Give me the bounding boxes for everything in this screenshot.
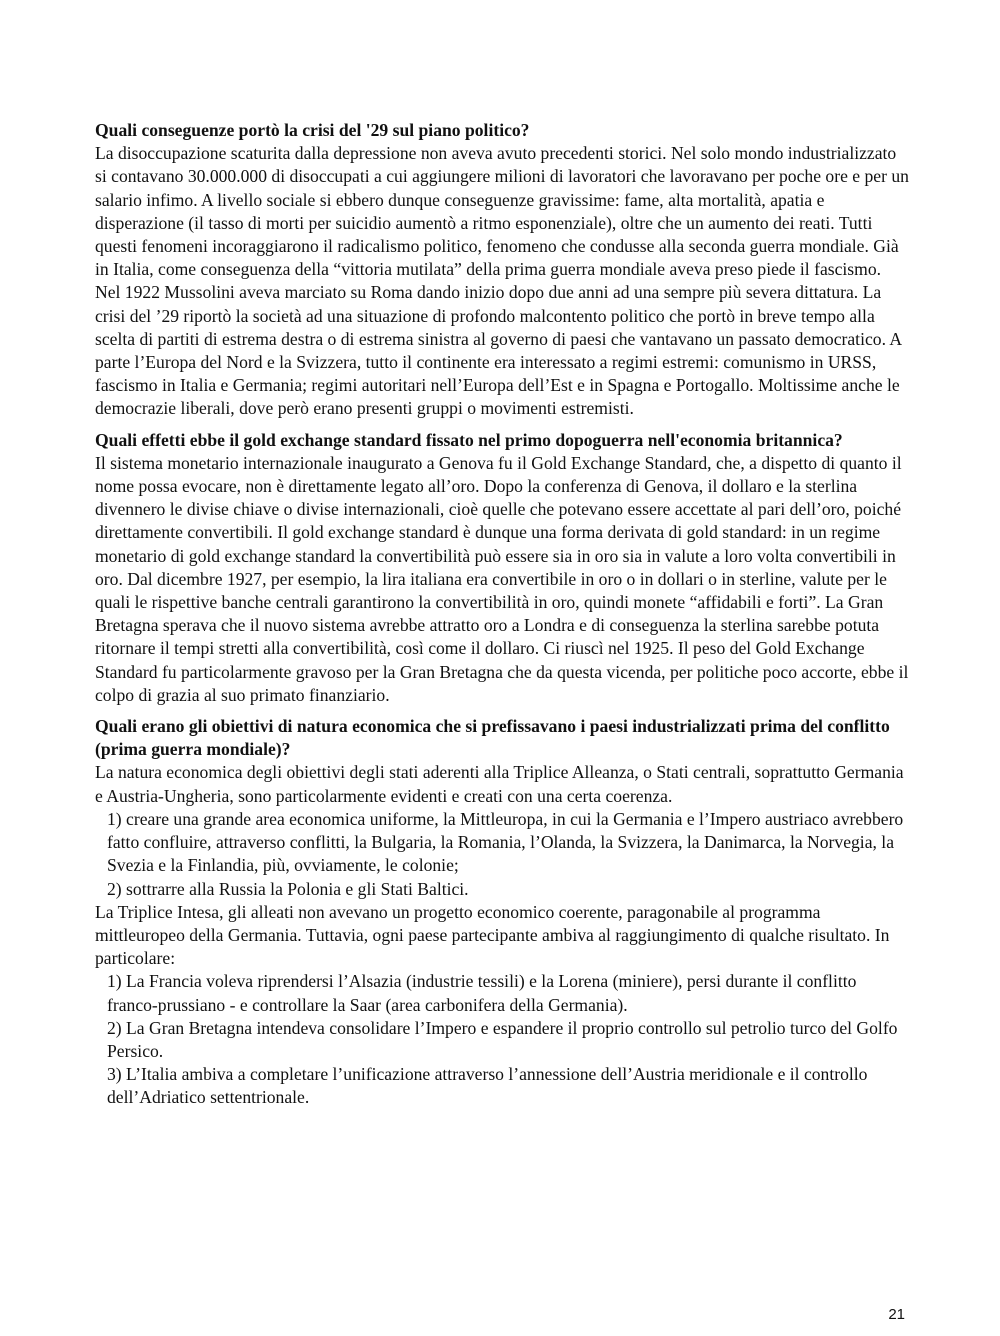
document-page <box>95 119 910 1118</box>
section-obiettivi-economici <box>95 715 910 1109</box>
answer-paragraph: La natura economica degli obiettivi degli stati aderenti alla Triplice Alleanza, o Stati centrali, soprattutto Germania e Austria-Ungheria, sono particolarmente evidenti e creati con una certa coerenza. <box>95 762 904 806</box>
page-number: 21 <box>888 1306 905 1323</box>
list-item: 1) La Francia voleva riprendersi l’Alsazia (industrie tessili) e la Lorena (miniere), persi durante il conflitto franco-prussiano - e controllare la Saar (area carbonifera della Germania). <box>107 971 857 1015</box>
question-heading: Quali erano gli obiettivi di natura economica che si prefissavano i paesi industrializzati prima del conflitto (prima guerra mondiale)? <box>95 716 890 760</box>
list-item: 2) sottrarre alla Russia la Polonia e gli Stati Baltici. <box>107 878 469 899</box>
entente-goals-list <box>95 970 910 1109</box>
section-crisi-29 <box>95 119 910 421</box>
answer-paragraph: La Triplice Intesa, gli alleati non avevano un progetto economico coerente, paragonabile al programma mittleuropeo della Germania. Tuttavia, ogni paese partecipante ambiva al raggiungimento di qualche risultato. In particolare: <box>95 901 890 969</box>
section-gold-exchange <box>95 429 910 707</box>
question-heading: Quali effetti ebbe il gold exchange standard fissato nel primo dopoguerra nell'economia britannica? <box>95 429 843 450</box>
list-item: 2) La Gran Bretagna intendeva consolidare l’Impero e espandere il proprio controllo sul petrolio turco del Golfo Persico. <box>107 1017 898 1061</box>
list-item: 3) L’Italia ambiva a completare l’unificazione attraverso l’annessione dell’Austria meridionale e il controllo dell’Adriatico settentrionale. <box>107 1064 868 1108</box>
answer-paragraph: Il sistema monetario internazionale inaugurato a Genova fu il Gold Exchange Standard, che, a dispetto di quanto il nome possa evocare, non è direttamente legato all’oro. Dopo la conferenza di Genova, il dollaro e la sterlina divennero le divise chiave o divise internazionali, cioè quelle che potevano essere accettate al pari dell’oro, poiché direttamente convertibili. Il gold exchange standard è dunque una forma derivata di gold standard: in un regime monetario di gold exchange standard la convertibilità può essere sia in oro sia in valute a loro volta convertibili in oro. Dal dicembre 1927, per esempio, la lira italiana era convertibile in oro o in dollari o in sterline, valute per le quali le rispettive banche centrali garantirono la convertibilità in oro, quindi monete “affidabili e forti”. La Gran Bretagna sperava che il nuovo sistema avrebbe attratto oro a Londra e di conseguenza la sterlina sarebbe potuta ritornare il tempi stretti alla convertibilità, così come il dollaro. Ci riuscì nel 1925. Il peso del Gold Exchange Standard fu particolarmente gravoso per la Gran Bretagna che da questa vicenda, per politiche poco accorte, ebbe il colpo di grazia al suo primato finanziario. <box>95 452 909 705</box>
alliance-goals-list <box>95 808 910 901</box>
list-item: 1) creare una grande area economica uniforme, la Mittleuropa, in cui la Germania e l’Impero austriaco avrebbero fatto confluire, attraverso conflitti, la Bulgaria, la Romania, l’Olanda, la Svizzera, la Danimarca, la Norvegia, la Svezia e la Finlandia, più, ovviamente, le colonie; <box>107 808 904 876</box>
answer-paragraph: La disoccupazione scaturita dalla depressione non aveva avuto precedenti storici. Nel solo mondo industrializzato si contavano 30.000.000 di disoccupati a cui aggiungere milioni di lavoratori che lavoravano per poche ore e per un salario infimo. A livello sociale si ebbero dunque conseguenze gravissime: fame, alta mortalità, apatia e disperazione (il tasso di morti per suicidio aumentò a ritmo esponenziale), oltre che un aumento dei reati. Tutti questi fenomeni incoraggiarono il radicalismo politico, fenomeno che condusse alla seconda guerra mondiale. Già in Italia, come conseguenza della “vittoria mutilata” della prima guerra mondiale aveva preso piede il fascismo. Nel 1922 Mussolini aveva marciato su Roma dando inizio dopo due anni ad una sempre più severa dittatura. La crisi del ’29 riportò la società ad una situazione di profondo malcontento politico che portò in breve tempo alla scelta di partiti di estrema destra o di estrema sinistra al governo di paesi che vantavano un passato democratico. A parte l’Europa del Nord e la Svizzera, tutto il continente era interessato a regimi estremi: comunismo in URSS, fascismo in Italia e Germania; regimi autoritari nell’Europa dell’Est e in Spagna e Portogallo. Moltissime anche le democrazie liberali, dove però erano presenti gruppi o movimenti estremisti. <box>95 143 909 419</box>
question-heading: Quali conseguenze portò la crisi del '29 sul piano politico? <box>95 120 530 140</box>
